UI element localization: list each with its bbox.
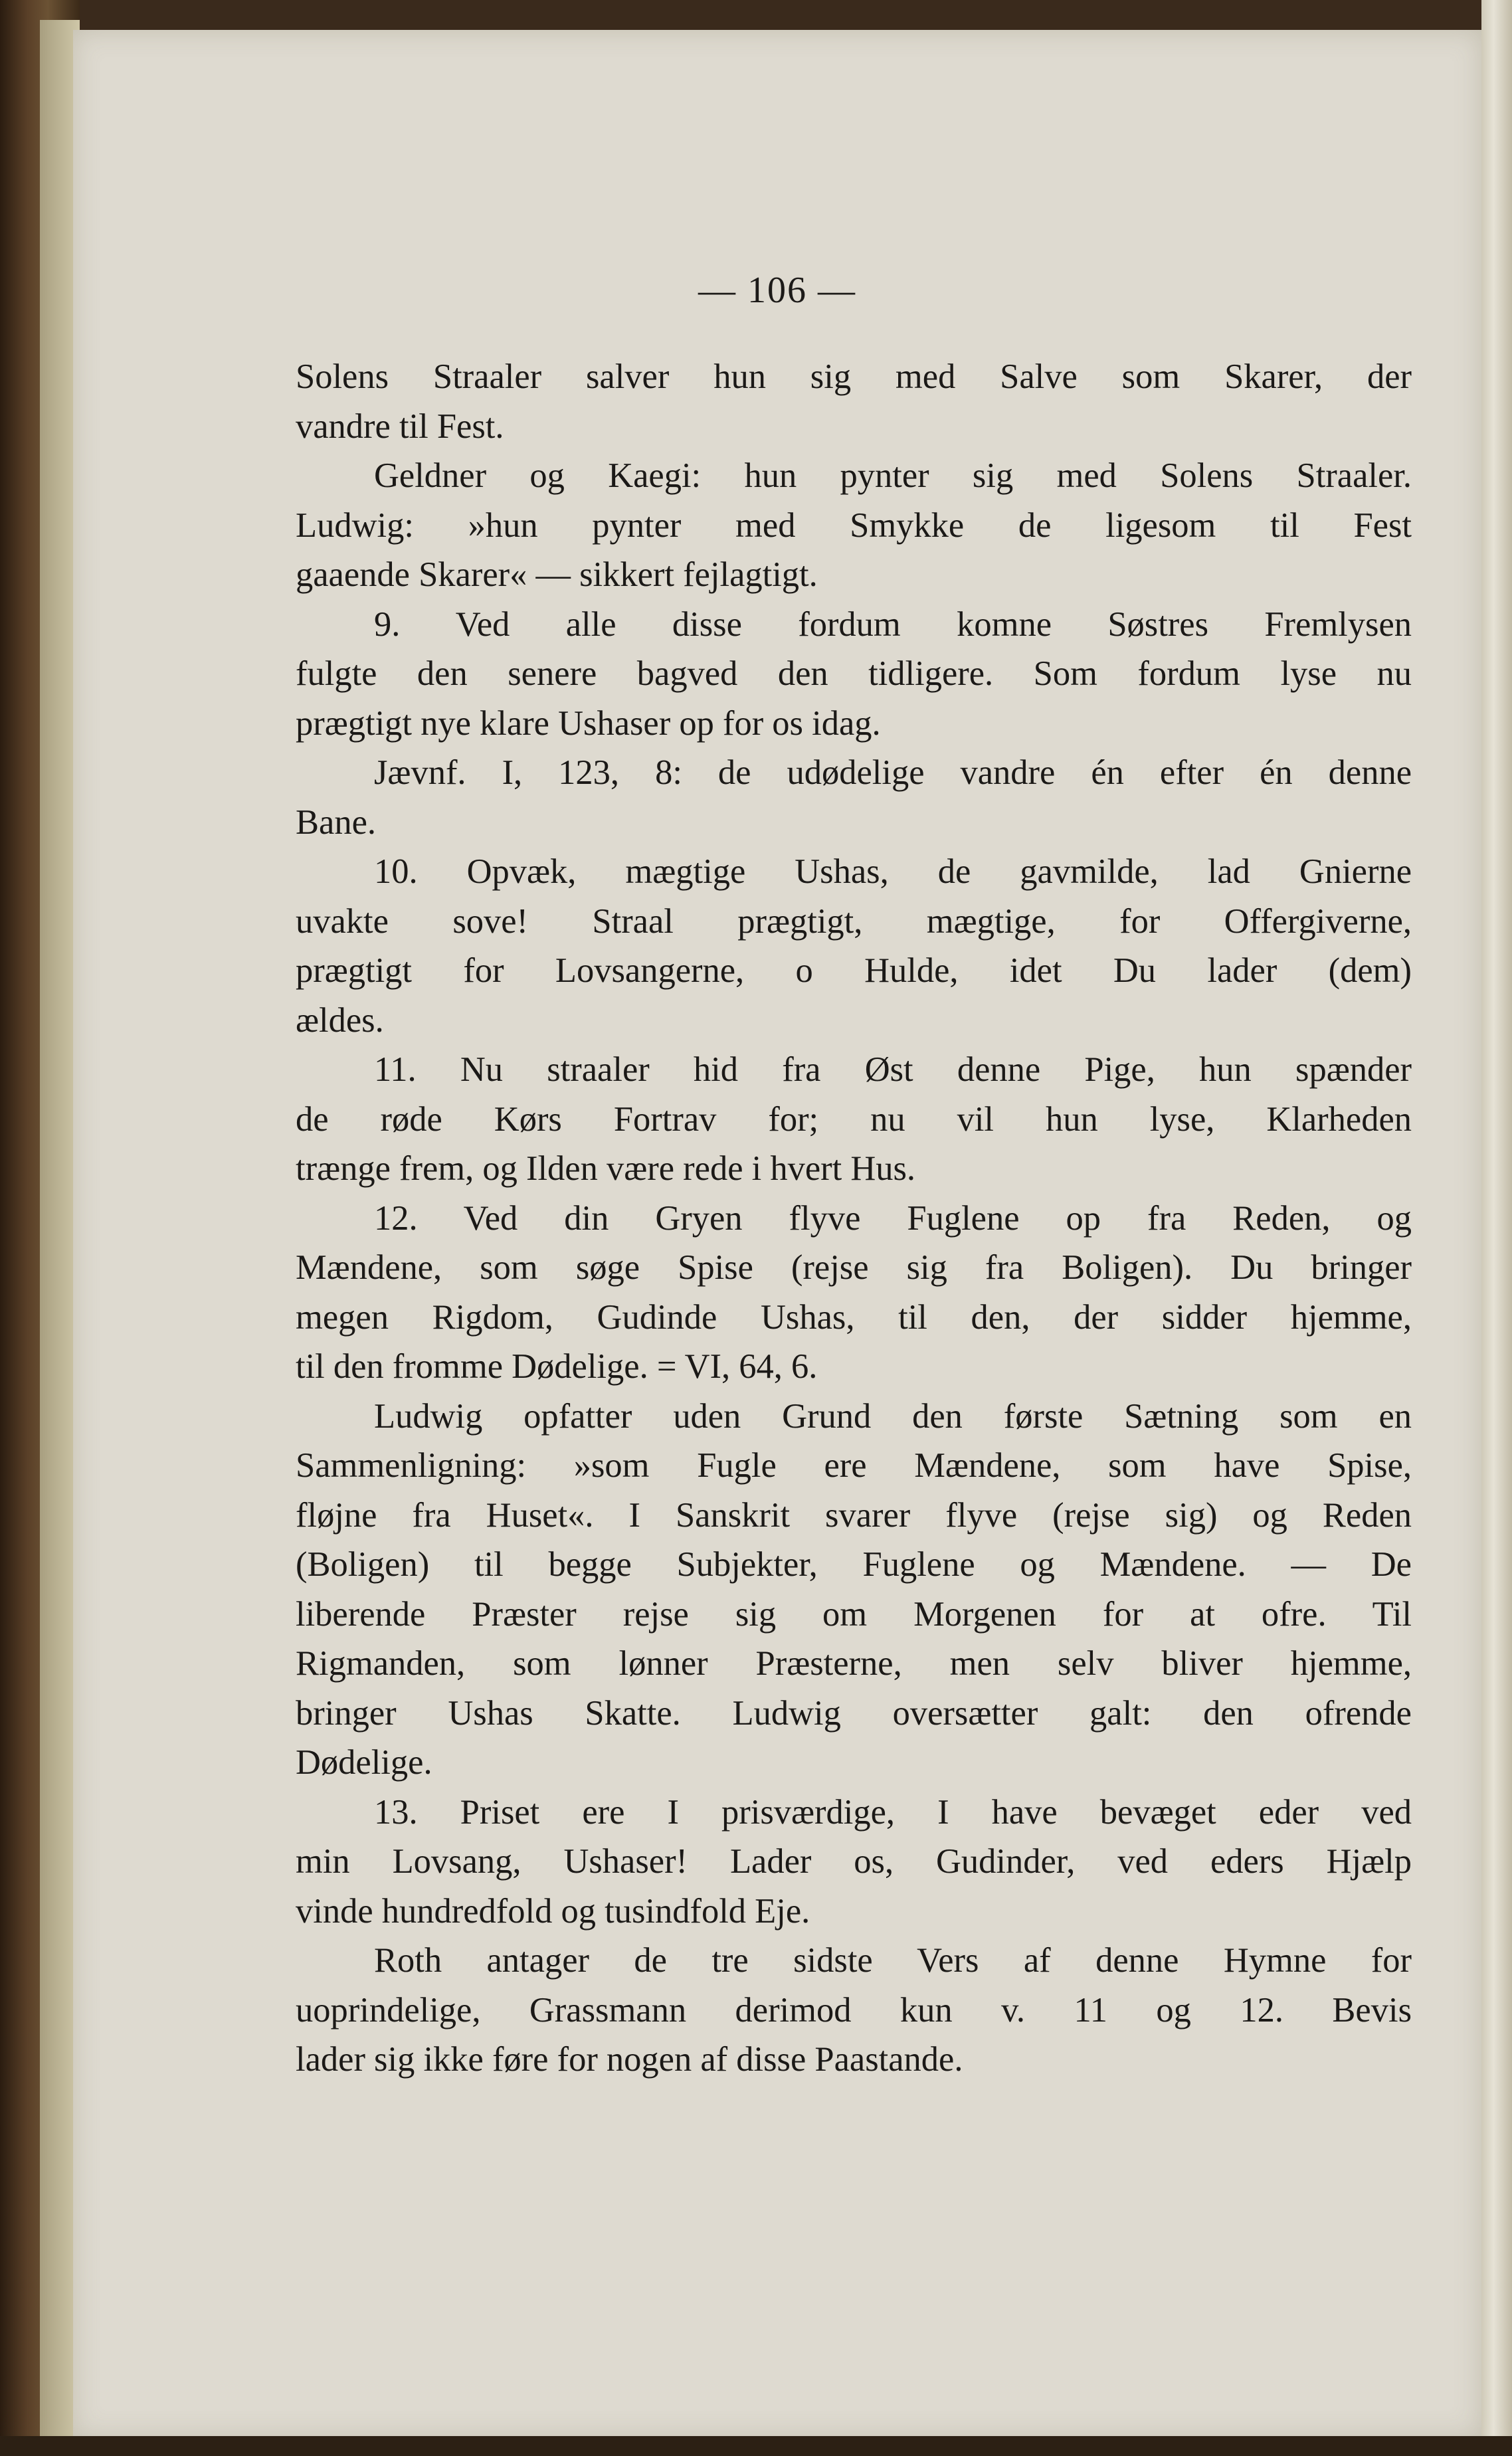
text-line: Jævnf. I, 123, 8: de udødelige vandre én efter én denne <box>374 753 1412 792</box>
page-bottom-edge <box>0 2436 1512 2456</box>
text-line: til den fromme Dødelige. = VI, 64, 6. <box>296 1347 818 1386</box>
text-line: 12. Ved din Gryen flyve Fuglene op fra Reden, og <box>374 1198 1412 1238</box>
text-line: Rigmanden, som lønner Præsterne, men selv bliver hjemme, <box>296 1644 1412 1683</box>
text-line: Bane. <box>296 803 376 842</box>
text-line: ældes. <box>296 1000 384 1040</box>
text-line: fløjne fra Huset«. I Sanskrit svarer flyve (rejse sig) og Reden <box>296 1495 1412 1535</box>
text-line: vandre til Fest. <box>296 407 504 446</box>
text-line: 10. Opvæk, mægtige Ushas, de gavmilde, lad Gnierne <box>374 852 1412 891</box>
page-text <box>296 352 1412 2085</box>
text-line: 11. Nu straaler hid fra Øst denne Pige, hun spænder <box>374 1050 1412 1089</box>
text-line: de røde Kørs Fortrav for; nu vil hun lyse, Klarheden <box>296 1099 1412 1139</box>
text-line: bringer Ushas Skatte. Ludwig oversætter galt: den ofrende <box>296 1693 1412 1733</box>
page-edge-right <box>1481 0 1512 2456</box>
page-number: — 106 — <box>698 270 856 311</box>
text-line: liberende Præster rejse sig om Morgenen for at ofre. Til <box>296 1594 1412 1634</box>
book-page <box>73 30 1481 2438</box>
text-line: 9. Ved alle disse fordum komne Søstres Fremlysen <box>374 605 1412 644</box>
text-line: Solens Straaler salver hun sig med Salve som Skarer, der <box>296 357 1412 396</box>
text-line: prægtigt for Lovsangerne, o Hulde, idet Du lader (dem) <box>296 951 1412 990</box>
text-line: Dødelige. <box>296 1743 432 1782</box>
text-line: megen Rigdom, Gudinde Ushas, til den, der sidder hjemme, <box>296 1297 1412 1337</box>
text-line: Ludwig: »hun pynter med Smykke de ligesom til Fest <box>296 506 1412 545</box>
text-line: vinde hundredfold og tusindfold Eje. <box>296 1891 810 1931</box>
text-line: uvakte sove! Straal prægtigt, mægtige, for Offergiverne, <box>296 901 1412 941</box>
text-line: Geldner og Kaegi: hun pynter sig med Solens Straaler. <box>374 456 1412 495</box>
text-line: min Lovsang, Ushaser! Lader os, Gudinder, ved eders Hjælp <box>296 1842 1412 1881</box>
text-line: (Boligen) til begge Subjekter, Fuglene og Mændene. — De <box>296 1545 1412 1584</box>
text-line: Roth antager de tre sidste Vers af denne Hymne for <box>374 1941 1412 1980</box>
text-line: prægtigt nye klare Ushaser op for os idag. <box>296 704 881 743</box>
text-line: trænge frem, og Ilden være rede i hvert Hus. <box>296 1149 916 1188</box>
text-line: gaaende Skarer« — sikkert fejlagtigt. <box>296 555 818 594</box>
text-line: Mændene, som søge Spise (rejse sig fra Boligen). Du bringer <box>296 1248 1412 1287</box>
text-line: 13. Priset ere I prisværdige, I have bevæget eder ved <box>374 1792 1412 1832</box>
text-line: Ludwig opfatter uden Grund den første Sætning som en <box>374 1396 1412 1436</box>
text-line: uoprindelige, Grassmann derimod kun v. 11 og 12. Bevis <box>296 1990 1412 2030</box>
text-line: Sammenligning: »som Fugle ere Mændene, som have Spise, <box>296 1446 1412 1485</box>
text-line: fulgte den senere bagved den tidligere. Som fordum lyse nu <box>296 654 1412 693</box>
text-line: lader sig ikke føre for nogen af disse Paastande. <box>296 2040 963 2079</box>
